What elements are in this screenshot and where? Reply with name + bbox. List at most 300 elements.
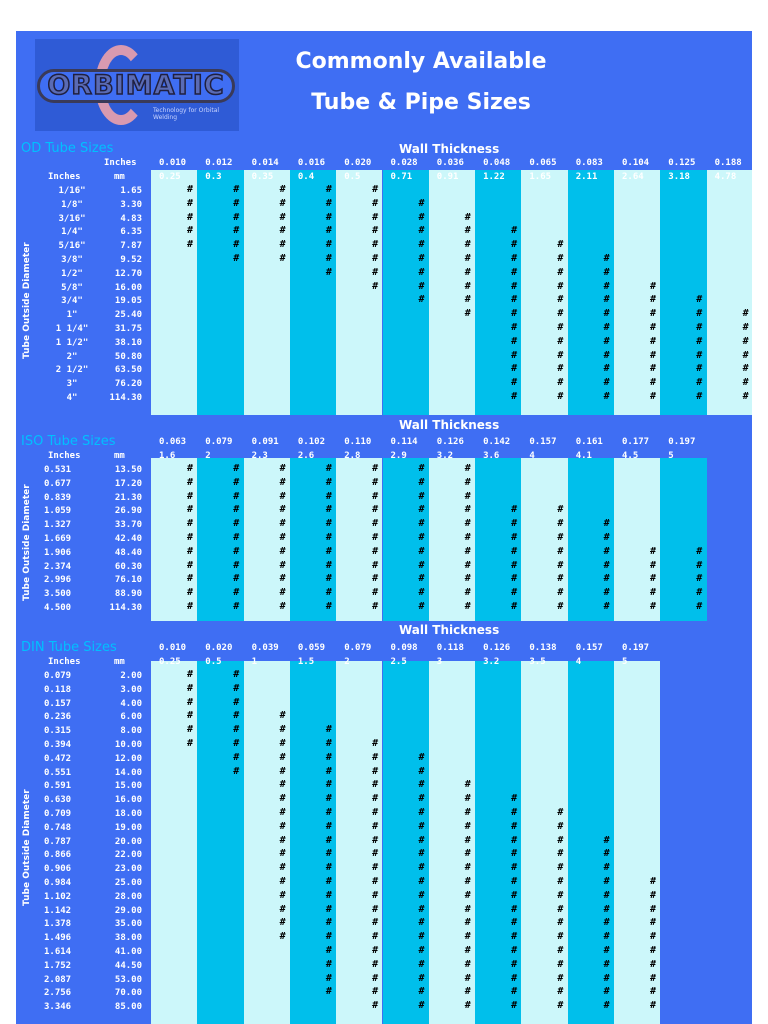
wall-mm-value: 2.8 — [344, 451, 361, 461]
wall-mm-value: 0.91 — [436, 172, 459, 182]
availability-mark: # — [464, 862, 471, 874]
availability-mark: # — [511, 917, 518, 929]
availability-mark: # — [649, 972, 657, 984]
availability-mark: # — [325, 490, 332, 502]
availability-mark: # — [418, 903, 425, 915]
availability-mark: # — [418, 958, 425, 970]
row-size-inches: 1/2" — [61, 268, 83, 279]
availability-mark: # — [696, 559, 703, 571]
availability-mark: # — [418, 601, 425, 612]
availability-mark: # — [649, 1000, 657, 1012]
availability-mark: # — [233, 545, 240, 557]
wall-mm-value: 1 — [251, 657, 258, 667]
availability-mark: # — [511, 876, 518, 887]
availability-mark: # — [233, 239, 240, 251]
row-size-mm: 76.10 — [114, 575, 142, 586]
availability-mark: # — [418, 917, 425, 929]
wall-mm-value: 3.18 — [668, 172, 690, 182]
availability-mark: # — [186, 587, 194, 599]
availability-mark: # — [464, 820, 471, 832]
availability-mark: # — [372, 931, 379, 943]
availability-mark: # — [279, 751, 286, 763]
wall-mm-value: 0.25 — [159, 657, 181, 667]
row-size-inches: 0.906 — [44, 864, 72, 875]
wall-inch-value: 0.020 — [344, 158, 372, 168]
wall-inch-value: 0.126 — [483, 643, 511, 653]
availability-mark: # — [418, 862, 425, 874]
wall-mm-value: 1.6 — [159, 451, 176, 461]
row-size-inches: 3/16" — [58, 213, 86, 224]
row-size-inches: 0.839 — [44, 492, 72, 503]
availability-mark: # — [511, 834, 518, 846]
availability-mark: # — [418, 779, 425, 791]
availability-mark: # — [603, 322, 610, 333]
availability-mark: # — [511, 532, 518, 543]
availability-mark: # — [418, 751, 425, 763]
tube-od-vertical-label: Tube Outside Diameter — [22, 241, 32, 359]
availability-mark: # — [603, 573, 610, 585]
availability-mark: # — [649, 363, 657, 375]
availability-mark: # — [696, 601, 703, 612]
availability-mark: # — [557, 986, 564, 998]
availability-mark: # — [325, 266, 332, 278]
availability-mark: # — [603, 308, 610, 320]
wall-inch-value: 0.010 — [159, 158, 187, 168]
availability-mark: # — [511, 559, 518, 571]
availability-mark: # — [464, 573, 471, 585]
availability-mark: # — [649, 931, 657, 943]
row-size-mm: 1.65 — [120, 186, 142, 196]
wall-inch-value: 0.126 — [436, 437, 464, 447]
availability-mark: # — [186, 239, 194, 251]
availability-mark: # — [372, 197, 379, 209]
availability-mark: # — [557, 308, 564, 320]
wall-inch-value: 0.048 — [483, 158, 511, 168]
availability-mark: # — [418, 807, 425, 818]
availability-mark: # — [557, 322, 564, 333]
wall-inch-value: 0.039 — [251, 643, 279, 653]
row-size-inches: 1.102 — [44, 891, 72, 902]
row-size-inches: 1 1/4" — [55, 324, 89, 334]
availability-mark: # — [279, 876, 286, 887]
availability-mark: # — [464, 253, 471, 264]
row-size-mm: 44.50 — [114, 960, 142, 971]
row-size-mm: 41.00 — [114, 947, 142, 957]
row-size-inches: 2.756 — [44, 988, 72, 999]
wall-inch-value: 0.197 — [668, 437, 696, 447]
availability-mark: # — [186, 463, 194, 474]
wall-inch-value: 0.028 — [390, 158, 418, 168]
row-unit-mm: mm — [114, 451, 125, 461]
availability-mark: # — [325, 972, 332, 984]
wall-thickness-label: Wall Thickness — [399, 623, 500, 637]
availability-mark: # — [603, 587, 610, 599]
availability-mark: # — [279, 779, 286, 791]
availability-mark: # — [603, 848, 610, 860]
row-size-mm: 2.00 — [120, 671, 142, 681]
availability-mark: # — [603, 876, 610, 887]
row-size-inches: 5/16" — [58, 241, 86, 252]
availability-mark: # — [696, 391, 703, 402]
availability-mark: # — [279, 807, 286, 818]
row-size-mm: 19.00 — [114, 822, 142, 833]
section-name: ISO Tube Sizes — [21, 434, 116, 449]
row-size-mm: 17.20 — [114, 478, 142, 489]
availability-mark: # — [464, 793, 471, 805]
row-size-inches: 2.087 — [44, 974, 72, 985]
availability-mark: # — [557, 862, 564, 874]
availability-mark: # — [557, 532, 564, 543]
row-size-inches: 0.079 — [44, 671, 72, 681]
wall-inch-value: 0.125 — [668, 158, 696, 168]
availability-mark: # — [649, 322, 657, 333]
availability-mark: # — [325, 545, 332, 557]
availability-mark: # — [696, 545, 703, 557]
availability-mark: # — [557, 1000, 564, 1012]
wall-mm-value: 5 — [622, 657, 628, 667]
row-size-mm: 29.00 — [114, 905, 142, 916]
availability-mark: # — [418, 211, 425, 223]
availability-mark: # — [418, 266, 425, 278]
row-size-inches: 1.906 — [44, 547, 72, 558]
wall-inch-value: 0.079 — [205, 437, 233, 447]
availability-mark: # — [418, 504, 425, 516]
row-size-mm: 25.40 — [114, 310, 142, 321]
availability-mark: # — [372, 559, 379, 571]
availability-mark: # — [279, 545, 286, 557]
availability-mark: # — [511, 601, 518, 612]
row-size-inches: 2" — [66, 351, 78, 362]
availability-mark: # — [557, 363, 564, 375]
availability-mark: # — [325, 463, 332, 474]
row-size-inches: 2 1/2" — [55, 365, 89, 376]
row-size-inches: 1/4" — [61, 227, 83, 238]
row-size-mm: 8.00 — [120, 726, 142, 737]
availability-mark: # — [603, 958, 610, 970]
row-size-inches: 1.614 — [44, 947, 72, 957]
availability-mark: # — [325, 197, 332, 209]
row-size-mm: 26.90 — [114, 506, 142, 517]
wall-mm-value: 0.4 — [297, 172, 315, 182]
availability-mark: # — [557, 820, 564, 832]
availability-mark: # — [603, 972, 610, 984]
wall-mm-value: 3.5 — [529, 657, 546, 667]
wall-inch-value: 0.059 — [297, 643, 325, 653]
availability-mark: # — [325, 876, 332, 887]
row-size-mm: 28.00 — [114, 891, 142, 902]
availability-mark: # — [325, 958, 332, 970]
availability-mark: # — [233, 710, 240, 722]
availability-mark: # — [464, 903, 471, 915]
availability-mark: # — [649, 945, 657, 956]
availability-mark: # — [603, 834, 610, 846]
availability-mark: # — [603, 986, 610, 998]
wall-inch-value: 0.157 — [575, 643, 603, 653]
availability-mark: # — [372, 504, 379, 516]
availability-mark: # — [372, 793, 379, 805]
availability-mark: # — [557, 834, 564, 846]
wall-inch-value: 0.110 — [344, 437, 372, 447]
availability-mark: # — [325, 862, 332, 874]
availability-mark: # — [464, 308, 471, 320]
availability-mark: # — [557, 573, 564, 585]
availability-mark: # — [372, 807, 379, 818]
availability-mark: # — [372, 958, 379, 970]
row-size-inches: 0.630 — [44, 795, 72, 806]
availability-mark: # — [511, 1000, 518, 1012]
availability-mark: # — [511, 239, 518, 251]
availability-mark: # — [372, 765, 379, 777]
logo-tagline: Technology for Orbital Welding — [153, 107, 220, 121]
availability-mark: # — [649, 601, 657, 612]
availability-mark: # — [372, 545, 379, 557]
availability-mark: # — [325, 793, 332, 805]
row-size-mm: 42.40 — [114, 534, 142, 544]
row-size-inches: 3.500 — [44, 589, 72, 600]
availability-mark: # — [742, 377, 749, 389]
title-line-2: Tube & Pipe Sizes — [311, 90, 531, 115]
row-size-mm: 4.83 — [120, 213, 142, 224]
row-size-mm: 6.35 — [120, 227, 142, 238]
availability-mark: # — [464, 876, 471, 887]
availability-mark: # — [325, 573, 332, 585]
availability-mark: # — [418, 225, 425, 237]
row-size-mm: 88.90 — [114, 589, 142, 600]
availability-mark: # — [557, 945, 564, 956]
wall-inch-value: 0.010 — [159, 643, 187, 653]
row-size-inches: 1 1/2" — [55, 337, 89, 348]
wall-mm-value: 3.6 — [483, 451, 500, 461]
wall-inch-value: 0.188 — [714, 158, 742, 168]
availability-mark: # — [511, 225, 518, 237]
availability-mark: # — [464, 211, 471, 223]
availability-mark: # — [186, 601, 194, 612]
row-size-inches: 3.346 — [44, 1002, 72, 1013]
wall-inch-value: 0.138 — [529, 643, 557, 653]
availability-mark: # — [325, 917, 332, 929]
availability-mark: # — [279, 917, 286, 929]
tube-size-chart — [16, 31, 752, 1024]
row-size-inches: 3/8" — [61, 255, 83, 265]
availability-mark: # — [233, 669, 240, 680]
availability-mark: # — [325, 587, 332, 599]
availability-mark: # — [649, 587, 657, 599]
availability-mark: # — [464, 807, 471, 818]
availability-mark: # — [511, 889, 518, 901]
availability-mark: # — [233, 518, 240, 530]
availability-mark: # — [372, 779, 379, 791]
availability-mark: # — [464, 945, 471, 956]
availability-mark: # — [372, 463, 379, 474]
wall-mm-value: 0.25 — [159, 172, 181, 182]
row-size-mm: 31.75 — [114, 324, 142, 334]
row-size-mm: 3.00 — [120, 684, 142, 695]
availability-mark: # — [279, 601, 286, 612]
availability-mark: # — [372, 917, 379, 929]
availability-mark: # — [279, 889, 286, 901]
availability-mark: # — [325, 834, 332, 846]
row-unit-inches: Inches — [48, 657, 81, 667]
availability-mark: # — [233, 696, 240, 708]
row-size-mm: 63.50 — [114, 365, 142, 376]
tube-od-vertical-label: Tube Outside Diameter — [22, 788, 32, 906]
availability-mark: # — [464, 504, 471, 516]
availability-mark: # — [372, 476, 379, 488]
availability-mark: # — [186, 669, 194, 680]
availability-mark: # — [233, 197, 240, 209]
row-size-mm: 18.00 — [114, 809, 142, 819]
availability-mark: # — [372, 225, 379, 237]
wall-inch-value: 0.102 — [297, 437, 325, 447]
row-size-mm: 20.00 — [114, 836, 142, 847]
title-line-1: Commonly Available — [295, 49, 547, 74]
availability-mark: # — [233, 184, 240, 195]
row-size-inches: 0.709 — [44, 809, 72, 819]
row-size-mm: 23.00 — [114, 864, 142, 875]
row-size-inches: 0.866 — [44, 850, 72, 861]
availability-mark: # — [418, 476, 425, 488]
availability-mark: # — [418, 986, 425, 998]
availability-mark: # — [372, 532, 379, 543]
wall-mm-value: 0.5 — [344, 172, 361, 182]
row-size-mm: 12.70 — [114, 268, 142, 279]
availability-mark: # — [325, 738, 332, 749]
row-size-inches: 0.531 — [44, 465, 72, 475]
row-size-mm: 16.00 — [114, 282, 142, 293]
availability-mark: # — [372, 945, 379, 956]
availability-mark: # — [603, 377, 610, 389]
wall-mm-value: 2.6 — [297, 451, 315, 461]
availability-mark: # — [325, 211, 332, 223]
availability-mark: # — [325, 601, 332, 612]
wall-mm-value: 4.1 — [575, 451, 592, 461]
availability-mark: # — [372, 490, 379, 502]
row-size-mm: 60.30 — [114, 561, 142, 572]
availability-mark: # — [418, 532, 425, 543]
row-size-inches: 0.394 — [44, 740, 72, 750]
availability-mark: # — [696, 349, 703, 361]
availability-mark: # — [557, 377, 564, 389]
availability-mark: # — [325, 184, 332, 195]
row-size-inches: 0.984 — [44, 878, 72, 888]
availability-mark: # — [696, 322, 703, 333]
availability-mark: # — [511, 587, 518, 599]
row-size-inches: 0.551 — [44, 767, 72, 778]
row-size-inches: 0.787 — [44, 836, 72, 847]
availability-mark: # — [603, 363, 610, 375]
availability-mark: # — [279, 239, 286, 251]
availability-mark: # — [464, 545, 471, 557]
row-size-inches: 1.496 — [44, 933, 72, 944]
availability-mark: # — [233, 765, 240, 777]
availability-mark: # — [372, 862, 379, 874]
availability-mark: # — [464, 532, 471, 543]
row-size-inches: 3" — [66, 379, 78, 390]
availability-mark: # — [511, 945, 518, 956]
availability-mark: # — [233, 211, 240, 223]
availability-mark: # — [418, 518, 425, 530]
availability-mark: # — [186, 710, 194, 722]
availability-mark: # — [557, 335, 564, 347]
row-size-mm: 38.10 — [114, 337, 142, 348]
availability-mark: # — [603, 601, 610, 612]
availability-mark: # — [186, 225, 194, 237]
availability-mark: # — [233, 559, 240, 571]
availability-mark: # — [418, 820, 425, 832]
availability-mark: # — [233, 573, 240, 585]
availability-mark: # — [279, 862, 286, 874]
availability-mark: # — [372, 601, 379, 612]
wall-inch-value: 0.016 — [297, 158, 325, 168]
availability-mark: # — [325, 903, 332, 915]
row-size-inches: 2.996 — [44, 575, 72, 586]
availability-mark: # — [557, 807, 564, 818]
availability-mark: # — [649, 559, 657, 571]
availability-mark: # — [233, 490, 240, 502]
availability-mark: # — [464, 889, 471, 901]
availability-mark: # — [511, 335, 518, 347]
row-size-mm: 114.30 — [109, 603, 142, 613]
availability-mark: # — [418, 280, 425, 292]
row-size-inches: 2.374 — [44, 561, 72, 572]
availability-mark: # — [325, 253, 332, 264]
availability-mark: # — [233, 463, 240, 474]
availability-mark: # — [186, 696, 194, 708]
availability-mark: # — [418, 573, 425, 585]
availability-mark: # — [603, 253, 610, 264]
availability-mark: # — [557, 972, 564, 984]
wall-mm-value: 1.65 — [529, 172, 552, 182]
availability-mark: # — [649, 308, 657, 320]
availability-mark: # — [233, 682, 240, 694]
availability-mark: # — [557, 239, 564, 251]
wall-mm-value: 4 — [529, 451, 535, 461]
row-size-inches: 0.118 — [44, 684, 72, 695]
wall-mm-value: 2.3 — [251, 451, 268, 461]
availability-mark: # — [649, 391, 657, 402]
availability-mark: # — [603, 335, 610, 347]
availability-mark: # — [372, 518, 379, 530]
availability-mark: # — [186, 184, 194, 195]
availability-mark: # — [603, 518, 610, 530]
wall-mm-value: 0.3 — [205, 172, 222, 182]
availability-mark: # — [649, 377, 657, 389]
availability-mark: # — [557, 294, 564, 306]
row-size-mm: 13.50 — [114, 465, 142, 475]
availability-mark: # — [511, 793, 518, 805]
availability-mark: # — [511, 391, 518, 402]
row-size-inches: 0.472 — [44, 753, 72, 764]
wall-mm-value: 1.5 — [297, 657, 315, 667]
availability-mark: # — [603, 545, 610, 557]
availability-mark: # — [464, 239, 471, 251]
row-size-mm: 22.00 — [114, 850, 142, 861]
availability-mark: # — [603, 903, 610, 915]
availability-mark: # — [233, 532, 240, 543]
availability-mark: # — [372, 239, 379, 251]
availability-mark: # — [464, 225, 471, 237]
availability-mark: # — [279, 738, 286, 749]
availability-mark: # — [649, 349, 657, 361]
availability-mark: # — [464, 490, 471, 502]
row-size-inches: 0.748 — [44, 822, 72, 833]
row-size-inches: 4" — [66, 393, 78, 403]
wall-inch-value: 0.065 — [529, 158, 557, 168]
availability-mark: # — [649, 889, 657, 901]
availability-mark: # — [279, 793, 286, 805]
logo-wordmark: ORBIMATIC — [37, 69, 235, 103]
availability-mark: # — [279, 476, 286, 488]
